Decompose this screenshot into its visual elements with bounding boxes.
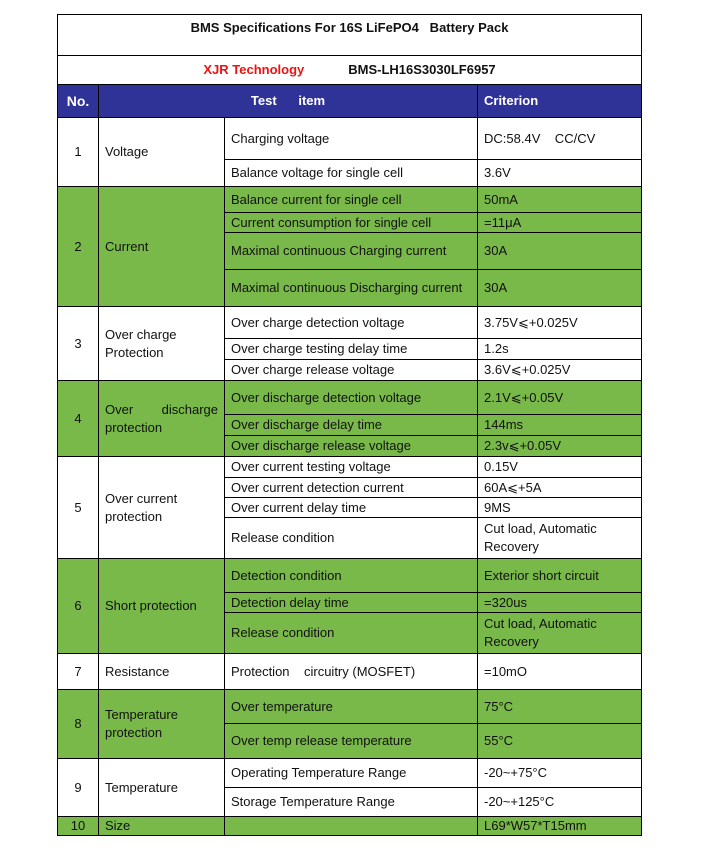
criterion-value: 75°C bbox=[478, 690, 642, 724]
criterion-value: Cut load, Automatic Recovery bbox=[478, 518, 642, 559]
test-name: Over discharge release voltage bbox=[225, 436, 478, 457]
title-row bbox=[58, 15, 642, 56]
row-number: 6 bbox=[58, 559, 99, 654]
test-name: Over temperature bbox=[225, 690, 478, 724]
criterion-value: 2.3v⩽+0.05V bbox=[478, 436, 642, 457]
test-name bbox=[225, 817, 478, 836]
criterion-value: -20~+125°C bbox=[478, 788, 642, 817]
test-item-category: Resistance bbox=[99, 654, 225, 690]
row-number: 8 bbox=[58, 690, 99, 759]
spec-row bbox=[58, 118, 642, 160]
criterion-value: 0.15V bbox=[478, 457, 642, 478]
test-name: Storage Temperature Range bbox=[225, 788, 478, 817]
criterion-value: =320us bbox=[478, 593, 642, 613]
row-number: 4 bbox=[58, 381, 99, 457]
test-name: Detection delay time bbox=[225, 593, 478, 613]
row-number: 5 bbox=[58, 457, 99, 559]
row-number: 10 bbox=[58, 817, 99, 836]
criterion-value: =11μA bbox=[478, 213, 642, 233]
test-name: Over temp release temperature bbox=[225, 724, 478, 759]
spec-row bbox=[58, 654, 642, 690]
spec-row bbox=[58, 457, 642, 478]
model-number: BMS-LH16S3030LF6957 bbox=[348, 62, 496, 77]
test-name: Maximal continuous Charging current bbox=[225, 233, 478, 270]
test-name: Over discharge detection voltage bbox=[225, 381, 478, 415]
criterion-value: 30A bbox=[478, 233, 642, 270]
spec-row bbox=[58, 559, 642, 593]
test-name: Detection condition bbox=[225, 559, 478, 593]
test-name: Balance current for single cell bbox=[225, 187, 478, 213]
criterion-value: 55°C bbox=[478, 724, 642, 759]
test-name: Protection circuitry (MOSFET) bbox=[225, 654, 478, 690]
criterion-value: 50mA bbox=[478, 187, 642, 213]
test-item-category: Temperature bbox=[99, 759, 225, 817]
test-name: Current consumption for single cell bbox=[225, 213, 478, 233]
criterion-value: 9MS bbox=[478, 498, 642, 518]
bms-spec-table bbox=[57, 14, 642, 836]
company-name: XJR Technology bbox=[203, 62, 305, 77]
brand-cell bbox=[58, 56, 642, 85]
row-number: 7 bbox=[58, 654, 99, 690]
criterion-value: L69*W57*T15mm bbox=[478, 817, 642, 836]
document-title: BMS Specifications For 16S LiFePO4 Battery Pack bbox=[190, 20, 509, 35]
criterion-value: 60A⩽+5A bbox=[478, 478, 642, 498]
document-title-cell bbox=[58, 15, 642, 56]
test-item-category: Voltage bbox=[99, 118, 225, 187]
test-name: Release condition bbox=[225, 518, 478, 559]
spec-row bbox=[58, 187, 642, 213]
criterion-value: DC:58.4V CC/CV bbox=[478, 118, 642, 160]
test-item-category: Temperature protection bbox=[99, 690, 225, 759]
test-item-category: Over discharge protection bbox=[99, 381, 225, 457]
test-name: Release condition bbox=[225, 613, 478, 654]
test-item-category: Size bbox=[99, 817, 225, 836]
column-header-row bbox=[58, 85, 642, 118]
criterion-value: 1.2s bbox=[478, 339, 642, 360]
test-name: Over discharge delay time bbox=[225, 415, 478, 436]
test-name: Over current detection current bbox=[225, 478, 478, 498]
row-number: 2 bbox=[58, 187, 99, 307]
spec-row bbox=[58, 307, 642, 339]
row-number: 9 bbox=[58, 759, 99, 817]
criterion-value: 3.75V⩽+0.025V bbox=[478, 307, 642, 339]
test-item-category: Short protection bbox=[99, 559, 225, 654]
test-name: Over current testing voltage bbox=[225, 457, 478, 478]
test-name: Over charge release voltage bbox=[225, 360, 478, 381]
test-name: Over current delay time bbox=[225, 498, 478, 518]
test-name: Over charge detection voltage bbox=[225, 307, 478, 339]
header-no: No. bbox=[58, 85, 99, 118]
criterion-value: 2.1V⩽+0.05V bbox=[478, 381, 642, 415]
spec-row bbox=[58, 759, 642, 788]
test-name: Maximal continuous Discharging current bbox=[225, 270, 478, 307]
criterion-value: 144ms bbox=[478, 415, 642, 436]
test-item-category: Current bbox=[99, 187, 225, 307]
test-name: Operating Temperature Range bbox=[225, 759, 478, 788]
criterion-value: -20~+75°C bbox=[478, 759, 642, 788]
spec-row bbox=[58, 381, 642, 415]
test-name: Balance voltage for single cell bbox=[225, 160, 478, 187]
test-name: Over charge testing delay time bbox=[225, 339, 478, 360]
test-item-category: Over current protection bbox=[99, 457, 225, 559]
criterion-value: 3.6V⩽+0.025V bbox=[478, 360, 642, 381]
brand-row bbox=[58, 56, 642, 85]
criterion-value: Exterior short circuit bbox=[478, 559, 642, 593]
spec-table-body bbox=[58, 15, 642, 836]
spec-row bbox=[58, 690, 642, 724]
row-number: 1 bbox=[58, 118, 99, 187]
test-item-category: Over charge Protection bbox=[99, 307, 225, 381]
header-test-item: Test item bbox=[99, 85, 478, 118]
criterion-value: =10mO bbox=[478, 654, 642, 690]
row-number: 3 bbox=[58, 307, 99, 381]
spec-row bbox=[58, 817, 642, 836]
criterion-value: Cut load, Automatic Recovery bbox=[478, 613, 642, 654]
criterion-value: 3.6V bbox=[478, 160, 642, 187]
criterion-value: 30A bbox=[478, 270, 642, 307]
header-criterion: Criterion bbox=[478, 85, 642, 118]
test-name: Charging voltage bbox=[225, 118, 478, 160]
